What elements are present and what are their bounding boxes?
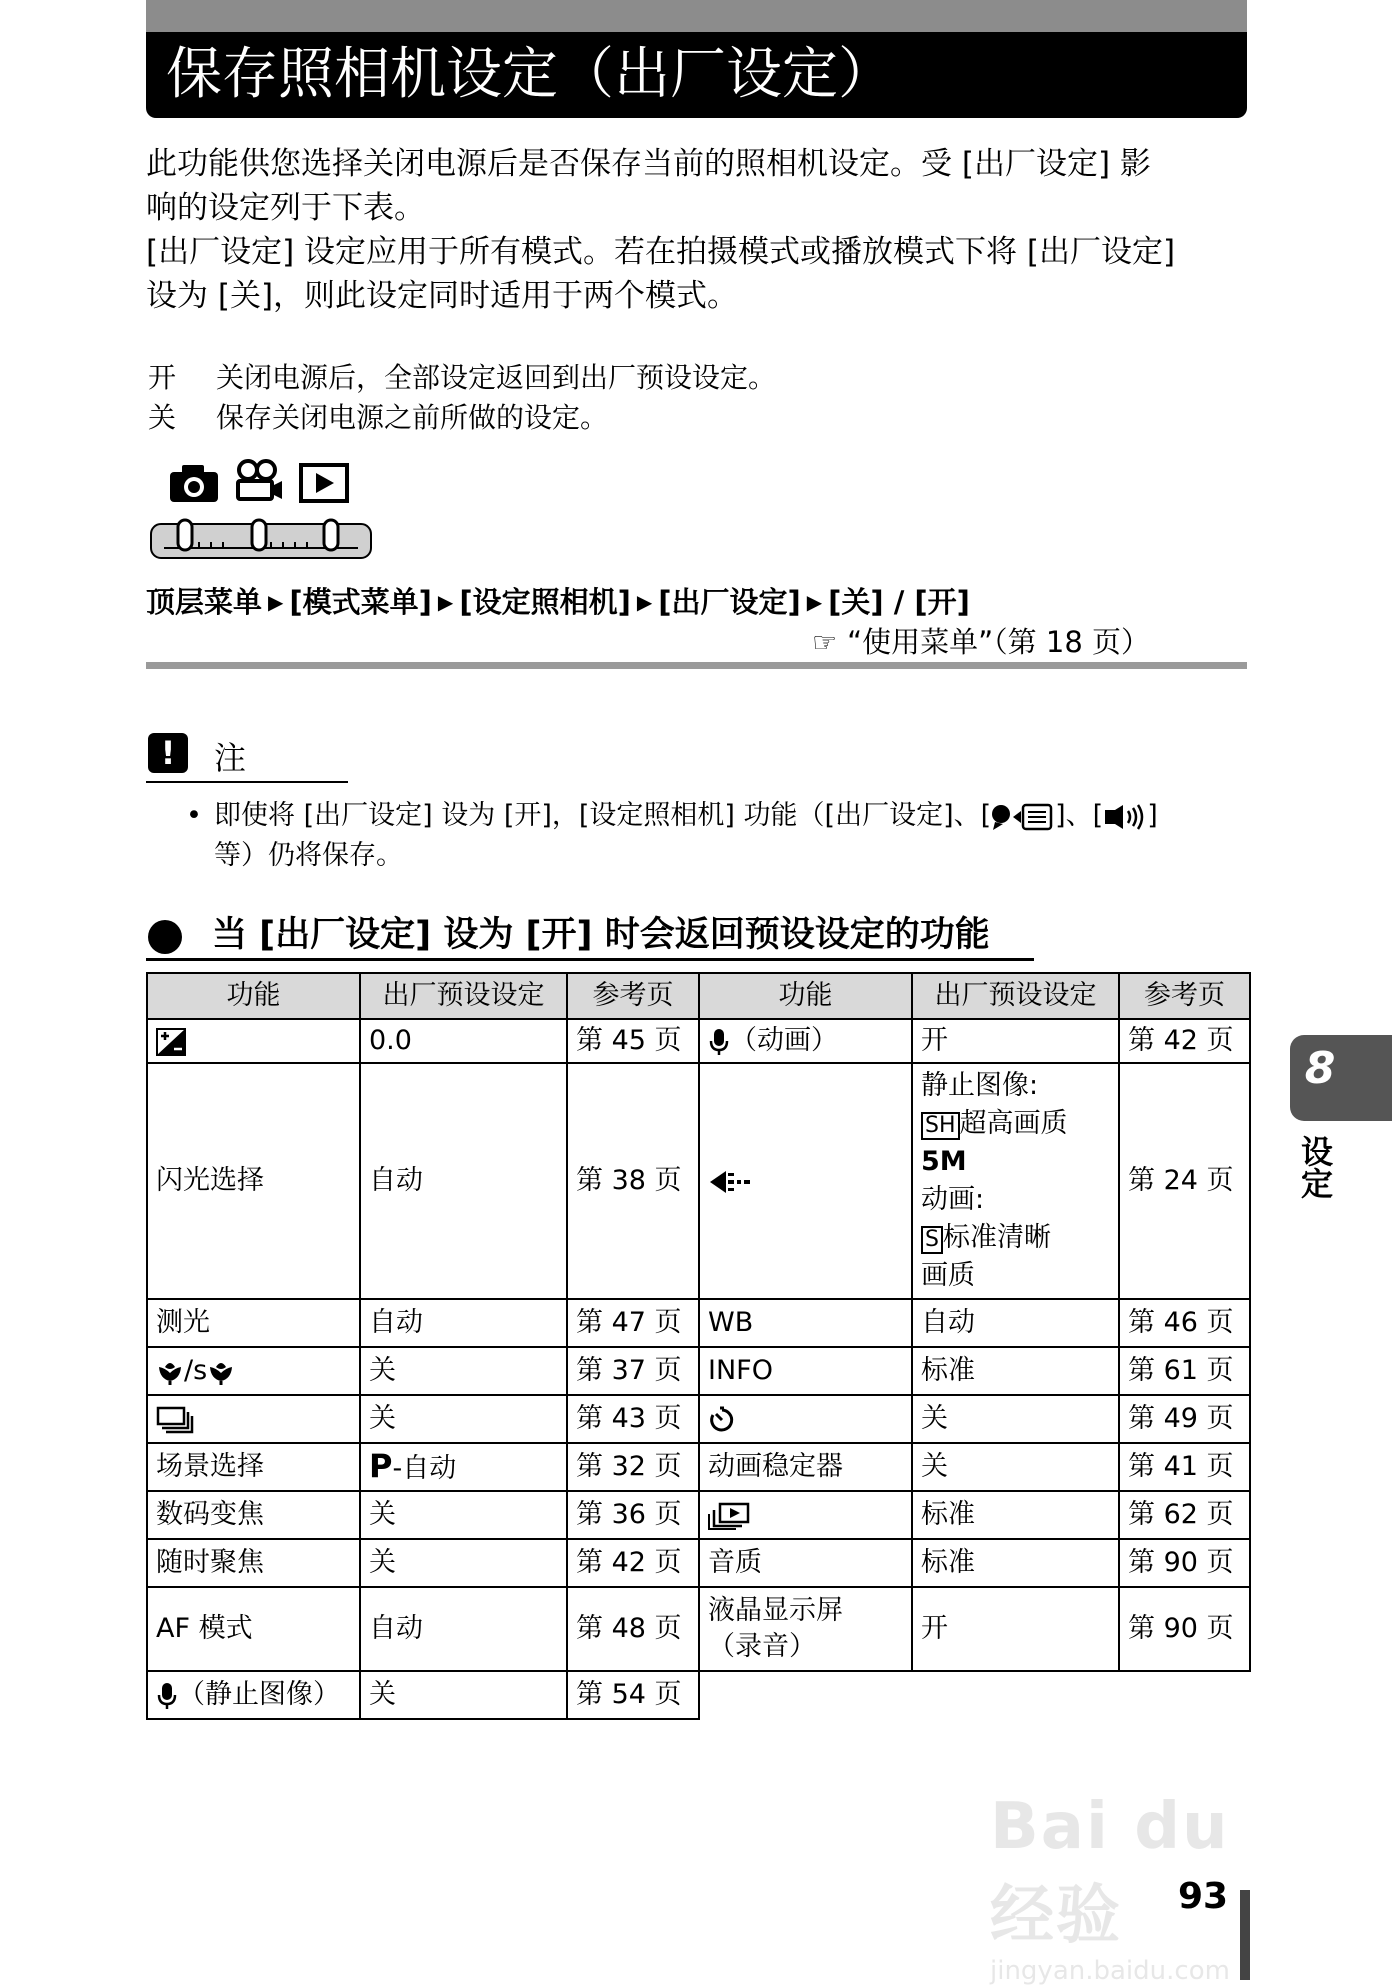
page-cell: 第 42 页 [567, 1539, 699, 1587]
menu-step: [出厂设定] [658, 585, 801, 619]
page-cell: 第 32 页 [567, 1443, 699, 1491]
page-number-rule [1240, 1890, 1250, 1980]
function-cell: AF 模式 [147, 1587, 360, 1671]
intro-line: 此功能供您选择关闭电源后是否保存当前的照相机设定。受 [出厂设定] 影 [146, 146, 1151, 182]
page-cell: 第 90 页 [1119, 1587, 1250, 1671]
arrow-right-icon: ▶ [806, 590, 823, 614]
column-header: 参考页 [567, 973, 699, 1019]
default-cell: 标准 [912, 1491, 1119, 1539]
function-cell: 音质 [699, 1539, 912, 1587]
option-off [148, 398, 776, 438]
camera-icon [168, 460, 220, 504]
page-number: 93 [1178, 1876, 1229, 1917]
arrow-right-icon: ▶ [268, 590, 284, 614]
title-banner [146, 32, 1247, 118]
function-cell: /s [147, 1347, 360, 1395]
table-row [147, 1395, 1250, 1443]
note-text [214, 796, 1158, 876]
movie-icon [232, 458, 284, 502]
page-cell: 第 36 页 [567, 1491, 699, 1539]
arrow-right-icon: ▶ [437, 590, 454, 614]
table-row [147, 1299, 1250, 1347]
subheading: 当 [出厂设定] 设为 [开] 时会返回预设设定的功能 [212, 915, 990, 955]
table-row [147, 1347, 1250, 1395]
default-cell: 开 [912, 1587, 1119, 1671]
page-cell: 第 46 页 [1119, 1299, 1250, 1347]
page-cell: 第 61 页 [1119, 1347, 1250, 1395]
default-cell: 标准 [912, 1539, 1119, 1587]
note-line: 等）仍将保存。 [214, 840, 403, 871]
default-cell: 自动 [360, 1587, 567, 1671]
function-cell [147, 1019, 360, 1063]
reference-text: “使用菜单”（第 18 页） [847, 625, 1150, 659]
function-cell: （动画） [699, 1019, 912, 1063]
note-bullet: • [186, 800, 202, 831]
function-cell: 测光 [147, 1299, 360, 1347]
page-cell: 第 43 页 [567, 1395, 699, 1443]
self-timer-icon [708, 1406, 736, 1434]
function-cell: 闪光选择 [147, 1063, 360, 1299]
note-heading: 注 [214, 739, 247, 777]
function-cell [699, 1491, 912, 1539]
voice-language-icon [991, 802, 1055, 832]
option-on [148, 358, 776, 398]
page-cell: 第 54 页 [567, 1671, 699, 1719]
table-header-row [147, 973, 1250, 1019]
subheading-bullet-icon [148, 920, 182, 954]
quality-badge: SH [921, 1112, 960, 1140]
page-cell: 第 90 页 [1119, 1539, 1250, 1587]
option-key: 关 [148, 401, 177, 434]
table-row [147, 1019, 1250, 1063]
chapter-tab [1290, 1035, 1392, 1121]
default-cell: P-自动 [360, 1443, 567, 1491]
option-key: 开 [148, 361, 177, 394]
playback-icon [298, 462, 350, 506]
table-row [147, 1443, 1250, 1491]
default-cell: 关 [360, 1671, 567, 1719]
function-cell: 动画稳定器 [699, 1443, 912, 1491]
menu-reference [812, 622, 1150, 663]
microphone-icon [708, 1027, 730, 1057]
sequential-shooting-icon [156, 1406, 196, 1434]
section-divider [146, 662, 1247, 669]
menu-step: [设定照相机] [459, 585, 631, 619]
note-line: 即使将 [出厂设定] 设为 [开]，[设定照相机] 功能（[出厂设定]、[ ]、[ ] [214, 800, 1158, 831]
intro-line: 响的设定列于下表。 [146, 190, 425, 226]
function-cell [699, 1063, 912, 1299]
macro-icon [156, 1359, 184, 1385]
default-cell: 关 [360, 1491, 567, 1539]
default-cell: 开 [912, 1019, 1119, 1063]
column-header: 参考页 [1119, 973, 1250, 1019]
default-cell: 自动 [360, 1299, 567, 1347]
watermark-logo: Bai du 经验 [990, 1790, 1230, 1953]
table-row [147, 1539, 1250, 1587]
table-row [147, 1671, 1250, 1719]
option-list [148, 358, 776, 438]
image-quality-icon [708, 1168, 752, 1196]
chapter-number: 8 [1304, 1043, 1336, 1094]
menu-path [146, 582, 970, 622]
default-cell: 标准 [912, 1347, 1119, 1395]
default-cell: 关 [912, 1443, 1119, 1491]
page-title: 保存照相机设定（出厂设定） [166, 42, 894, 107]
quality-badge: S [921, 1226, 943, 1254]
page-cell: 第 24 页 [1119, 1063, 1250, 1299]
default-cell: 关 [912, 1395, 1119, 1443]
reference-hand-icon: ☞ [812, 626, 838, 659]
function-cell: INFO [699, 1347, 912, 1395]
page-cell: 第 49 页 [1119, 1395, 1250, 1443]
microphone-icon [156, 1681, 178, 1711]
default-cell: 静止图像: SH 超高画质 5M 动画: S 标准清晰 画质 [912, 1063, 1119, 1299]
caution-icon: ! [148, 733, 188, 773]
column-header: 功能 [147, 973, 360, 1019]
page-cell: 第 47 页 [567, 1299, 699, 1347]
arrow-right-icon: ▶ [636, 590, 653, 614]
page-cell: 第 62 页 [1119, 1491, 1250, 1539]
mode-dial-icon [150, 518, 372, 560]
default-cell: 关 [360, 1347, 567, 1395]
function-cell: WB [699, 1299, 912, 1347]
function-cell [147, 1395, 360, 1443]
page-cell: 第 37 页 [567, 1347, 699, 1395]
beep-sound-icon [1103, 802, 1147, 832]
table-row [147, 1491, 1250, 1539]
watermark-url: jingyan.baidu.com [990, 1956, 1230, 1986]
function-cell: 场景选择 [147, 1443, 360, 1491]
column-header: 出厂预设设定 [912, 973, 1119, 1019]
super-macro-icon [207, 1359, 235, 1385]
option-desc: 关闭电源后，全部设定返回到出厂预设设定。 [216, 361, 777, 394]
title-top-bar [146, 0, 1247, 32]
menu-step: 顶层菜单 [146, 585, 263, 619]
page-cell: 第 42 页 [1119, 1019, 1250, 1063]
function-cell: 随时聚焦 [147, 1539, 360, 1587]
defaults-table [146, 972, 1249, 1720]
page-cell: 第 41 页 [1119, 1443, 1250, 1491]
column-header: 出厂预设设定 [360, 973, 567, 1019]
function-cell: 数码变焦 [147, 1491, 360, 1539]
program-mode-icon: P [369, 1446, 393, 1485]
function-cell: 液晶显示屏 （录音） [699, 1587, 912, 1671]
page-cell: 第 38 页 [567, 1063, 699, 1299]
note-underline [146, 781, 348, 783]
default-cell: 自动 [912, 1299, 1119, 1347]
intro-line: [出厂设定] 设定应用于所有模式。若在拍摄模式或播放模式下将 [出厂设定] [146, 234, 1176, 270]
exposure-compensation-icon [156, 1028, 186, 1056]
option-desc: 保存关闭电源之前所做的设定。 [216, 401, 609, 434]
default-cell: 关 [360, 1395, 567, 1443]
intro-paragraph [146, 142, 1175, 318]
watermark [990, 1790, 1310, 1986]
subheading-underline [146, 958, 1034, 961]
table-row [147, 1063, 1250, 1299]
default-cell: 自动 [360, 1063, 567, 1299]
function-cell: （静止图像） [147, 1671, 360, 1719]
table-row [147, 1587, 1250, 1671]
menu-step: [关] / [开] [828, 585, 970, 619]
intro-line: 设为 [关]，则此设定同时适用于两个模式。 [146, 278, 739, 314]
menu-step: [模式菜单] [289, 585, 432, 619]
page-cell: 第 48 页 [567, 1587, 699, 1671]
function-cell [699, 1395, 912, 1443]
column-header: 功能 [699, 973, 912, 1019]
default-cell: 关 [360, 1539, 567, 1587]
page-cell: 第 45 页 [567, 1019, 699, 1063]
default-cell: 0.0 [360, 1019, 567, 1063]
chapter-label: 设定 [1296, 1135, 1334, 1199]
slideshow-transition-icon [708, 1502, 750, 1530]
